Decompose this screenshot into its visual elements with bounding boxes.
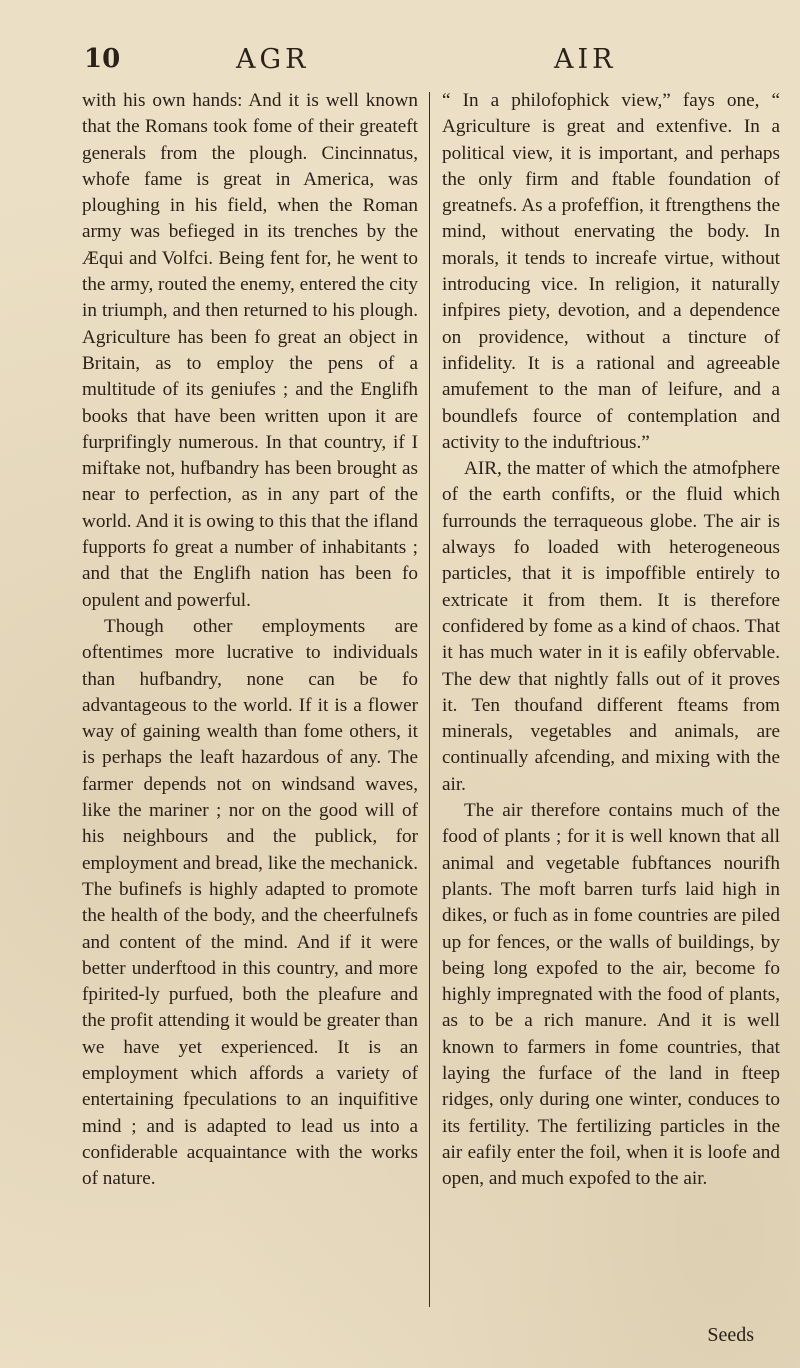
page-number: 10 <box>84 44 121 74</box>
page-header <box>0 44 800 84</box>
paragraph: AIR, the matter of which the atmofphere of the earth confifts, or the fluid which furrounds the terraqueous globe. The air is always fo loaded with heterogeneous particles, that it is impoffible entirely to extricate it from them. It is therefore confidered by fome as a kind of chaos. That it has much water in it is eafily obfervable. The dew that nightly falls out of it proves it. Ten thoufand different fteams from minerals, vegetables and animals, are continually afcending, and mixing with the air. <box>442 458 780 795</box>
right-column <box>442 88 780 1192</box>
left-column <box>82 88 418 1192</box>
paragraph: The air therefore contains much of the food of plants ; for it is well known that all animal and vegetable fubftances nourifh plants. The moft barren turfs laid high in dikes, or fuch as in fome countries are piled up for fences, or the walls of buildings, by being long expofed to the air, become fo highly impregnated with the food of plants, as to be a rich manure. And it is well known to farmers in fome countries, that laying the furface of the land in fteep ridges, only during one winter, conduces to its fertility. The fertilizing particles in the air eafily enter the foil, when it is loofe and open, and much expofed to the air. <box>442 800 780 1190</box>
running-head-left: AGR <box>236 44 310 75</box>
paragraph: Though other employments are oftentimes more lucrative to individuals than hufbandry, none can be fo advantageous to the world. If it is a flower way of gaining wealth than fome others, it is perhaps the leaft hazardous of any. The farmer depends not on windsand waves, like the mariner ; nor on the good will of his neighbours and the publick, for employment and bread, like the mechanick. The bufinefs is highly adapted to promote the health of the body, and the cheerfulnefs and content of the mind. And if it were better underftood in this country, and more fpirited-ly purfued, both the pleafure and the profit attending it would be greater than we have yet experienced. It is an employment which affords a variety of entertaining fpeculations to an inquifitive mind ; and is adapted to lead us into a confiderable acquaintance with the works of nature. <box>82 615 418 1190</box>
running-head-right: AIR <box>554 44 617 75</box>
catchword: Seeds <box>707 1324 754 1346</box>
column-divider <box>429 92 430 1307</box>
paragraph: with his own hands: And it is well known that the Romans took fome of their greateft generals from the plough. Cincinnatus, whofe fame is great in America, was ploughing in his field, when the Roman army was befieged in its trenches by the Æqui and Volfci. Being fent for, he went to the army, routed the enemy, entered the city in triumph, and then returned to his plough. Agriculture has been fo great an object in Britain, as to employ the pens of a multitude of its geniufes ; and the Englifh books that have been written upon it are furprifingly numerous. In that country, if I miftake not, hufbandry has been brought as near to perfection, as in any part of the world. And it is owing to this that the ifland fupports fo great a number of inhabitants ; and that the Englifh nation has been fo opulent and powerful. <box>82 90 418 611</box>
paragraph: “ In a philofophick view,” fays one, “ Agriculture is great and extenfive. In a political view, it is important, and perhaps the only firm and ftable foundation of greatnefs. As a profeffion, it ftrengthens the mind, without enervating the body. In morals, it tends to increafe virtue, without introducing vice. In religion, it naturally infpires piety, devotion, and a dependence on providence, without a tincture of infidelity. It is a rational and agreeable amufement to the man of leifure, and a boundlefs fource of contemplation and activity to the induftrious.” <box>442 90 780 453</box>
